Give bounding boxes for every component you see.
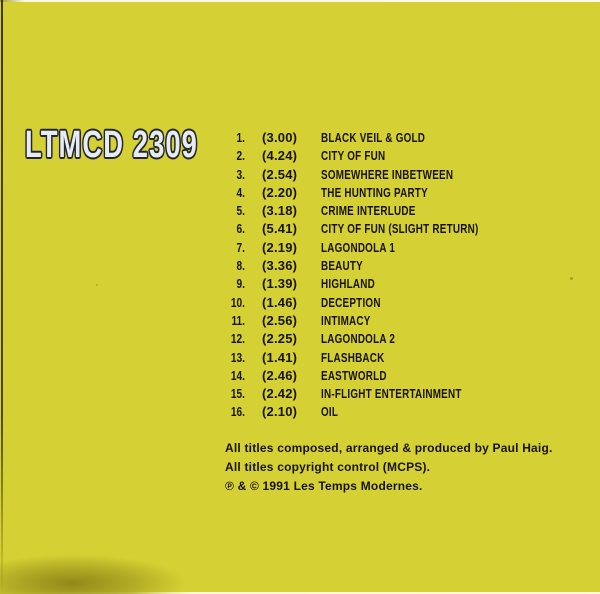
track-title: BEAUTY (321, 258, 363, 274)
track-title: THE HUNTING PARTY (321, 184, 428, 200)
track-title: EASTWORLD (321, 367, 387, 383)
track-duration: (2.19) (262, 239, 298, 255)
track-number: 12. (230, 331, 245, 347)
credits-line-production: All titles composed, arranged & produced by Paul Haig. (225, 441, 553, 455)
track-row (225, 257, 585, 275)
track-duration: (4.24) (262, 148, 298, 164)
track-duration: (2.25) (262, 331, 298, 347)
track-title: LAGONDOLA 2 (321, 331, 396, 347)
track-number: 16. (230, 404, 245, 420)
track-title: FLASHBACK (321, 349, 385, 365)
track-duration: (2.56) (262, 312, 298, 328)
track-row (225, 294, 585, 312)
track-row (225, 330, 585, 348)
track-row (225, 239, 585, 257)
credits-line-label-year: ℗ & © 1991 Les Temps Modernes. (225, 479, 423, 494)
track-list (225, 129, 585, 422)
track-duration: (3.00) (262, 130, 298, 145)
track-duration: (2.42) (262, 386, 298, 402)
scan-edge-left (1, 0, 3, 594)
track-row (225, 147, 585, 165)
track-number: 14. (230, 367, 245, 383)
track-title: LAGONDOLA 1 (321, 239, 396, 255)
track-number: 15. (230, 386, 245, 402)
track-row (225, 367, 585, 385)
track-number: 5. (236, 203, 245, 219)
track-duration: (2.54) (262, 166, 298, 182)
track-row (225, 202, 585, 220)
track-row (225, 403, 585, 421)
track-number: 8. (236, 258, 245, 274)
bottom-left-shadow (0, 540, 210, 594)
track-row (225, 275, 585, 293)
track-duration: (3.36) (262, 258, 298, 274)
track-duration: (1.39) (262, 276, 298, 292)
catalog-number: LTMCD 2309 (25, 124, 198, 166)
track-duration: (2.20) (262, 184, 298, 200)
track-row (225, 184, 585, 202)
track-number: 11. (231, 312, 245, 328)
track-row (225, 385, 585, 403)
track-row (225, 166, 585, 184)
track-duration: (1.41) (262, 349, 298, 365)
track-number: 9. (236, 276, 245, 292)
track-number: 3. (236, 166, 245, 182)
track-duration: (2.10) (262, 404, 298, 420)
credits-line-copyright: All titles copyright control (MCPS). (225, 460, 431, 475)
track-title: IN-FLIGHT ENTERTAINMENT (321, 386, 462, 402)
track-title: BLACK VEIL & GOLD (321, 130, 426, 145)
track-duration: (1.46) (262, 294, 298, 310)
track-title: HIGHLAND (321, 276, 375, 292)
track-row (225, 129, 585, 147)
track-title: CRIME INTERLUDE (321, 203, 416, 219)
track-title: SOMEWHERE INBETWEEN (321, 166, 454, 182)
track-number: 13. (230, 349, 245, 365)
track-title: CITY OF FUN (SLIGHT RETURN) (321, 221, 479, 237)
track-title: OIL (321, 404, 339, 420)
track-title: CITY OF FUN (321, 148, 386, 164)
dust-speck (96, 284, 98, 286)
credits-block (225, 439, 553, 497)
track-number: 2. (236, 148, 245, 164)
track-number: 4. (236, 184, 245, 200)
track-number: 6. (236, 221, 245, 237)
track-row (225, 349, 585, 367)
track-duration: (3.18) (262, 203, 298, 219)
scan-edge-top (0, 0, 600, 2)
track-duration: (5.41) (262, 221, 298, 237)
track-title: DECEPTION (321, 294, 381, 310)
track-row (225, 312, 585, 330)
track-number: 7. (236, 239, 245, 255)
track-number: 1. (236, 130, 245, 145)
track-row (225, 220, 585, 238)
track-duration: (2.46) (262, 367, 298, 383)
track-title: INTIMACY (321, 312, 371, 328)
track-number: 10. (230, 294, 245, 310)
